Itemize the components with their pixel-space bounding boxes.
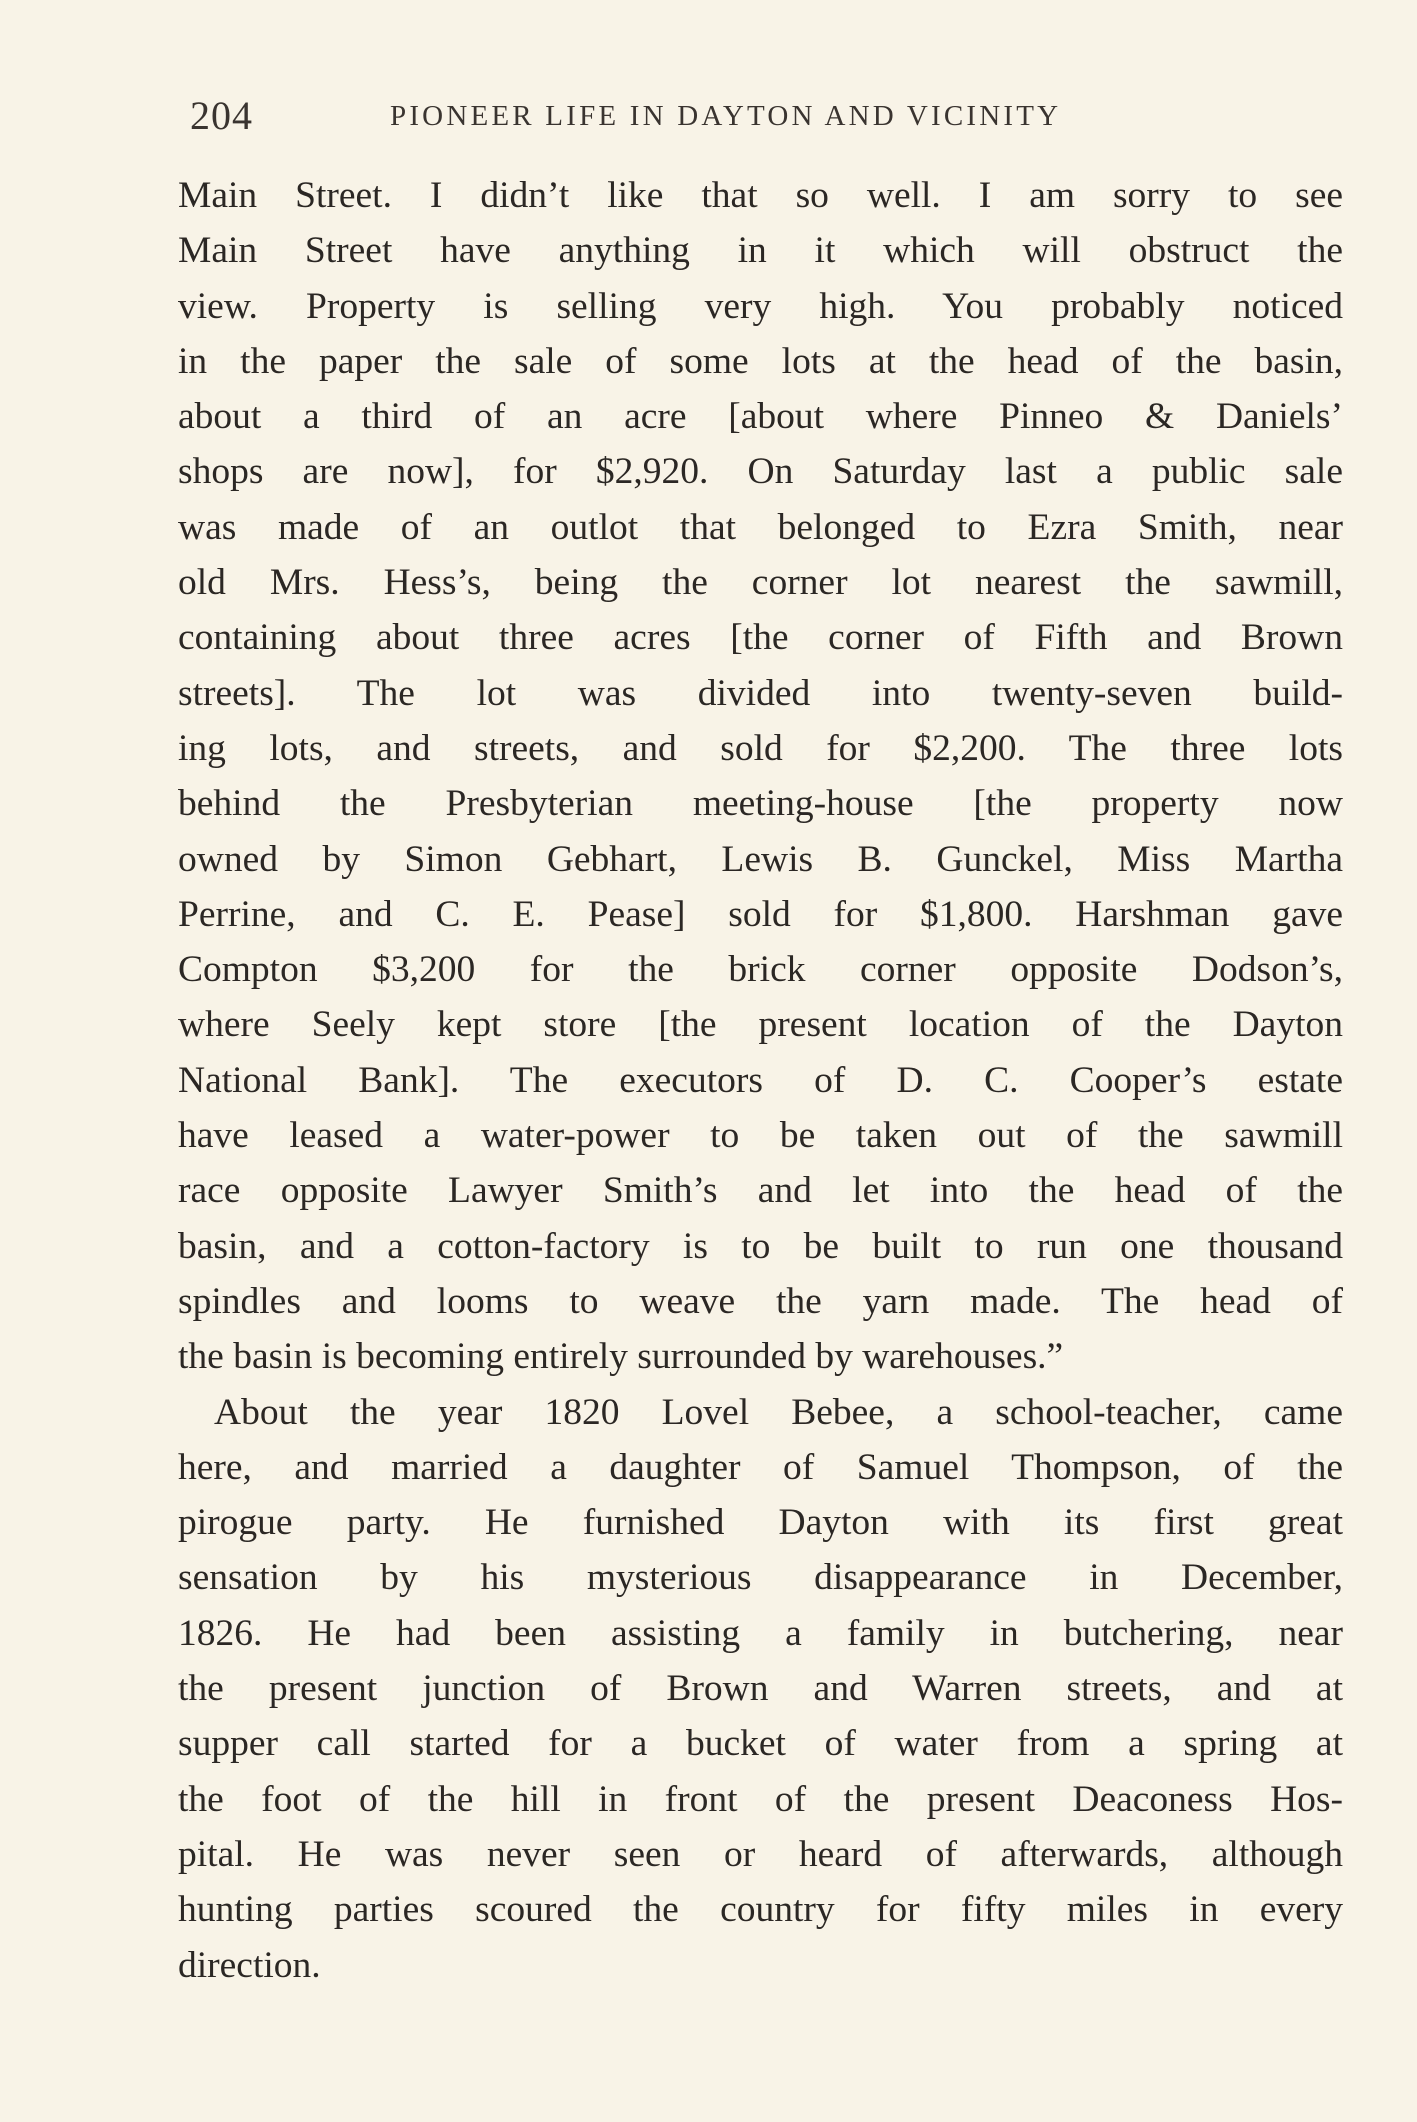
text-line: the foot of the hill in front of the present Deaconess Hos- xyxy=(178,1778,1343,1820)
text-line: hunting parties scoured the country for fifty miles in every xyxy=(178,1889,1343,1931)
text-line: Compton $3,200 for the brick corner opposite Dodson’s, xyxy=(178,949,1343,991)
text-line: pital. He was never seen or heard of afterwards, although xyxy=(178,1833,1343,1875)
paragraph-start-line: About the year 1820 Lovel Bebee, a school-teacher, came xyxy=(214,1391,1343,1433)
text-line: Main Street have anything in it which will obstruct the xyxy=(178,230,1343,272)
paragraph-end-line: direction. xyxy=(178,1944,321,1986)
text-line: about a third of an acre [about where Pinneo & Daniels’ xyxy=(178,396,1343,438)
text-line: old Mrs. Hess’s, being the corner lot nearest the sawmill, xyxy=(178,562,1343,604)
text-line: 1826. He had been assisting a family in butchering, near xyxy=(178,1612,1343,1654)
text-line: pirogue party. He furnished Dayton with its first great xyxy=(178,1502,1343,1544)
text-line: ing lots, and streets, and sold for $2,200. The three lots xyxy=(178,727,1343,769)
body-text xyxy=(178,168,1343,1993)
text-line: view. Property is selling very high. You probably noticed xyxy=(178,285,1343,327)
text-line: owned by Simon Gebhart, Lewis B. Gunckel, Miss Martha xyxy=(178,838,1343,880)
text-line: here, and married a daughter of Samuel Thompson, of the xyxy=(178,1446,1343,1488)
page-number: 204 xyxy=(190,93,253,138)
text-line: was made of an outlot that belonged to Ezra Smith, near xyxy=(178,506,1343,548)
text-line: behind the Presbyterian meeting-house [the property now xyxy=(178,783,1343,825)
text-line: basin, and a cotton-factory is to be built to run one thousand xyxy=(178,1225,1343,1267)
page-header xyxy=(190,92,1340,152)
text-line: Perrine, and C. E. Pease] sold for $1,800. Harshman gave xyxy=(178,893,1343,935)
text-line: race opposite Lawyer Smith’s and let into the head of the xyxy=(178,1170,1343,1212)
text-line: spindles and looms to weave the yarn made. The head of xyxy=(178,1280,1343,1322)
text-line: containing about three acres [the corner of Fifth and Brown xyxy=(178,617,1343,659)
text-line: sensation by his mysterious disappearance in December, xyxy=(178,1557,1343,1599)
running-title: PIONEER LIFE IN DAYTON AND VICINITY xyxy=(390,100,1062,132)
text-line: National Bank]. The executors of D. C. Cooper’s estate xyxy=(178,1059,1343,1101)
text-line: in the paper the sale of some lots at the head of the basin, xyxy=(178,340,1343,382)
text-line: have leased a water-power to be taken out of the sawmill xyxy=(178,1115,1343,1157)
text-line: Main Street. I didn’t like that so well. I am sorry to see xyxy=(178,175,1343,216)
paragraph-end-line: the basin is becoming entirely surrounded by warehouses.” xyxy=(178,1336,1064,1378)
text-line: the present junction of Brown and Warren streets, and at xyxy=(178,1668,1343,1710)
text-line: streets]. The lot was divided into twenty-seven build- xyxy=(178,672,1343,714)
text-line: supper call started for a bucket of water from a spring at xyxy=(178,1723,1343,1765)
text-line: where Seely kept store [the present location of the Dayton xyxy=(178,1004,1343,1046)
text-line: shops are now], for $2,920. On Saturday last a public sale xyxy=(178,451,1343,493)
